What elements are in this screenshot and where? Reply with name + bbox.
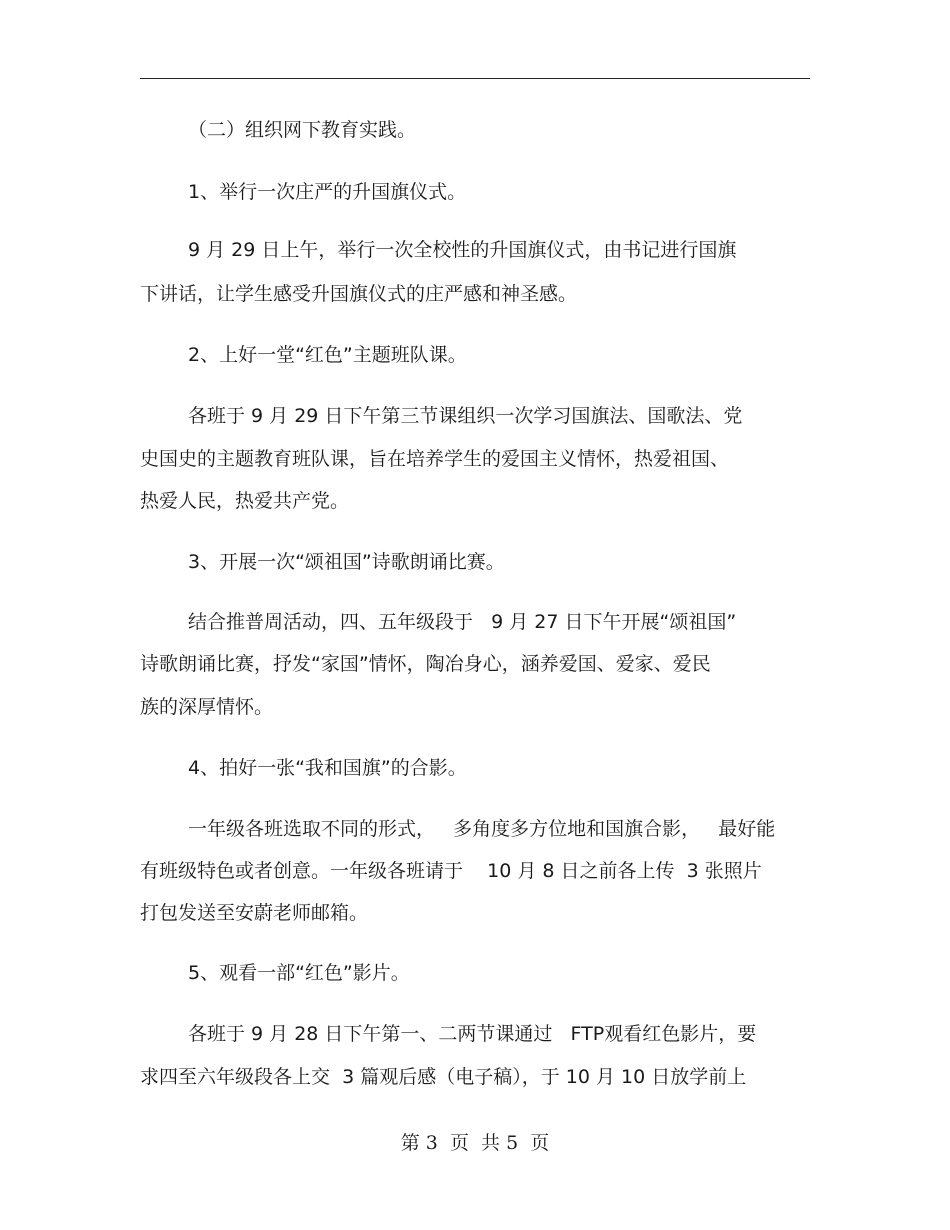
item-3-heading: 3、开展一次“颂祖国”诗歌朗诵比赛。 bbox=[188, 551, 505, 573]
section-heading: （二）组织网下教育实践。 bbox=[188, 119, 417, 141]
item-2-text-line: 史国史的主题教育班队课，旨在培养学生的爱国主义情怀，热爱祖国、 bbox=[140, 448, 730, 470]
item-1-heading: 1、举行一次庄严的升国旗仪式。 bbox=[188, 181, 467, 203]
item-4-heading: 4、拍好一张“我和国旗”的合影。 bbox=[188, 757, 467, 779]
item-3-text-line: 结合推普周活动，四、五年级段于 9 月 27 日下午开展“颂祖国” bbox=[188, 611, 737, 633]
item-2-text-line: 热爱人民，热爱共产党。 bbox=[140, 490, 350, 512]
item-2-heading: 2、上好一堂“红色”主题班队课。 bbox=[188, 344, 467, 366]
item-1-text-line: 9 月 29 日上午，举行一次全校性的升国旗仪式，由书记进行国旗 bbox=[188, 239, 737, 261]
item-2-text-line: 各班于 9 月 29 日下午第三节课组织一次学习国旗法、国歌法、党 bbox=[188, 405, 743, 427]
item-1-text-line: 下讲话，让学生感受升国旗仪式的庄严感和神圣感。 bbox=[140, 283, 578, 305]
item-4-text-line: 一年级各班选取不同的形式， 多角度多方位地和国旗合影， 最好能 bbox=[188, 818, 776, 840]
page-number-footer: 第 3 页 共 5 页 bbox=[400, 1132, 550, 1154]
header-rule bbox=[140, 78, 810, 79]
item-3-text-line: 诗歌朗诵比赛，抒发“家国”情怀，陶冶身心，涵养爱国、爱家、爱民 bbox=[140, 653, 711, 675]
item-3-text-line: 族的深厚情怀。 bbox=[140, 696, 274, 718]
item-5-text-line: 各班于 9 月 28 日下午第一、二两节课通过 FTP观看红色影片，要 bbox=[188, 1023, 757, 1045]
item-4-text-line: 打包发送至安蔚老师邮箱。 bbox=[140, 902, 369, 924]
item-5-heading: 5、观看一部“红色”影片。 bbox=[188, 962, 410, 984]
item-4-text-line: 有班级特色或者创意。一年级各班请于 10 月 8 日之前各上传 3 张照片 bbox=[140, 860, 762, 882]
item-5-text-line: 求四至六年级段各上交 3 篇观后感（电子稿），于 10 月 10 日放学前上 bbox=[140, 1066, 747, 1088]
